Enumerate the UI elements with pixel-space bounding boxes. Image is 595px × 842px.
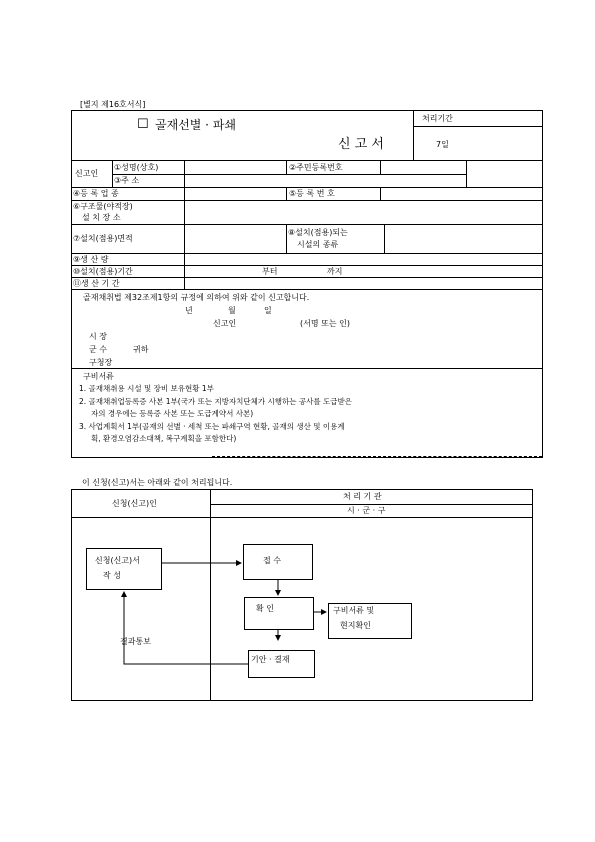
required-document-item: 자의 경우에는 등록증 사본 또는 도급계약서 사본) <box>91 409 254 418</box>
form-number: [별지 제16호서식] <box>80 100 146 109</box>
agency-header: 처 리 기 관 <box>343 492 382 501</box>
write-step-label: 신청(신고)서 <box>95 556 140 565</box>
form-title: 골재선별 · 파쇄 <box>155 118 236 132</box>
period-to: 까지 <box>327 267 343 276</box>
recipient-honorific: 귀하 <box>133 345 149 354</box>
recipient-mayor: 시 장 <box>89 332 107 341</box>
agency-subheader: 시 · 군 · 구 <box>347 506 386 515</box>
production-period-label: ⑪생 산 기 간 <box>73 279 120 288</box>
write-step-label-2: 작 성 <box>103 571 121 580</box>
required-document-item: 2. 골재채취업등록증 사본 1부(국가 또는 지방자치단체가 시행하는 공사를 도급받은 <box>79 397 353 406</box>
output-label: ⑨생 산 량 <box>73 255 109 264</box>
required-document-item: 획, 환경오염감소대책, 복구계획을 포함한다) <box>91 434 237 443</box>
required-document-item: 3. 사업계획서 1부(골재의 선별 · 세척 또는 파쇄구역 현황, 골재의 생산 및 이용계 <box>79 422 345 431</box>
declaration-reporter: 신고인 <box>213 319 237 328</box>
period-label: ⑩설치(점용)기간 <box>73 267 133 276</box>
name-label: ①성명(상호) <box>114 163 159 172</box>
document-check-label: 구비서류 및 <box>333 606 375 615</box>
receive-step-label: 접 수 <box>263 556 281 565</box>
arrow-result-notification <box>124 592 248 664</box>
process-intro: 이 신청(신고)서는 아래와 같이 처리됩니다. <box>82 478 233 487</box>
address-label: ③주 소 <box>114 176 140 185</box>
reporter-label: 신고인 <box>75 169 99 178</box>
required-documents-title: 구비서류 <box>83 372 114 381</box>
processing-period-label: 처리기간 <box>422 114 453 123</box>
business-type-label: ④등 록 업 종 <box>73 189 119 198</box>
approval-step-label: 기안 · 결재 <box>251 655 290 664</box>
area-label: ⑦설치(점용)면적 <box>73 234 133 243</box>
resident-number-label: ②주민등록번호 <box>289 163 343 172</box>
document-check-label-2: 현지확인 <box>340 621 371 630</box>
structure-location-label-2: 설 치 장 소 <box>82 213 121 222</box>
confirm-step-label: 확 인 <box>256 604 274 613</box>
registration-number-label: ⑤등 록 번 호 <box>289 189 335 198</box>
applicant-header: 신청(신고)인 <box>112 499 157 508</box>
form-title-report: 신 고 서 <box>338 137 384 152</box>
facility-type-label: ⑧설치(점용)되는 <box>288 228 348 237</box>
facility-type-label-2: 시설의 종류 <box>297 240 339 249</box>
required-document-item: 1. 골재채취용 시설 및 장비 보유현황 1부 <box>79 384 214 393</box>
checkbox-icon: ☐ <box>137 117 149 132</box>
recipient-governor: 군 수 <box>89 345 107 354</box>
date-day: 일 <box>264 306 272 315</box>
structure-location-label: ⑥구조물(야적장) <box>73 202 133 211</box>
declaration-statement: 골재채취법 제32조제1항의 규정에 의하여 위와 같이 신고합니다. <box>83 293 310 302</box>
processing-period-value: 7일 <box>436 140 449 149</box>
signature-label: (서명 또는 인) <box>300 319 350 328</box>
result-notification-label: 결과통보 <box>120 637 151 646</box>
date-year: 년 <box>185 306 193 315</box>
date-month: 월 <box>228 306 236 315</box>
recipient-district-head: 구청장 <box>89 358 113 367</box>
period-from: 부터 <box>262 267 278 276</box>
